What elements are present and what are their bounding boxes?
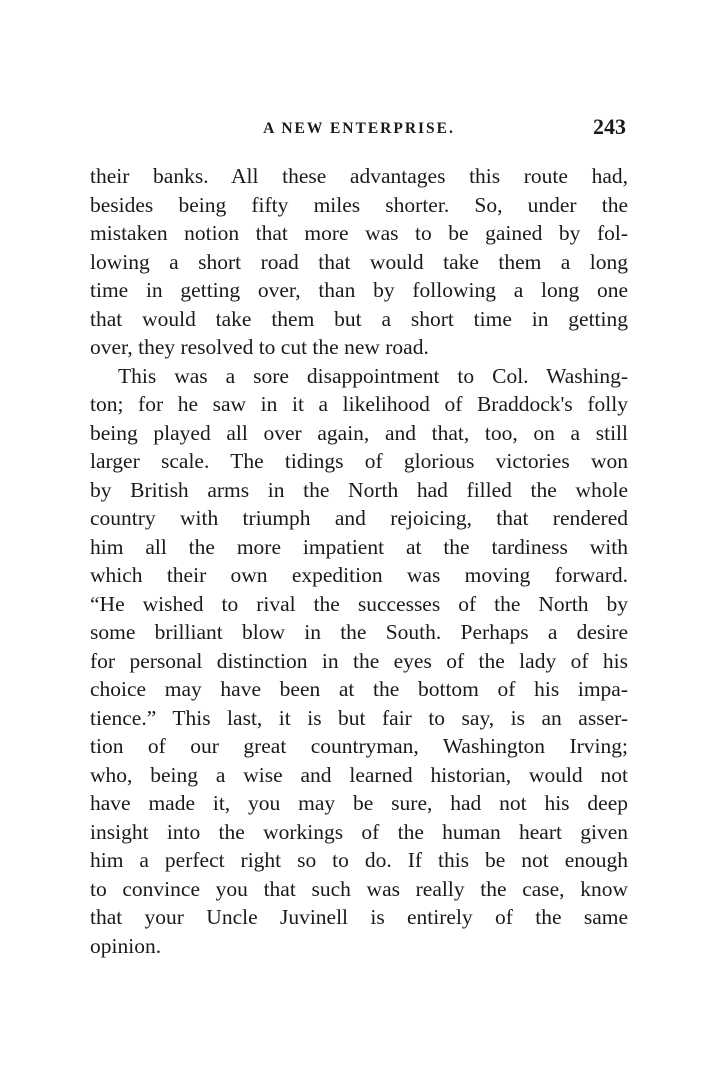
text-line: some brilliant blow in the South. Perhaps a desire — [90, 620, 628, 644]
text-line: their banks. All these advantages this route had, — [90, 164, 628, 188]
text-line: that your Uncle Juvinell is entirely of the same — [90, 905, 628, 929]
text-line: This was a sore disappointment to Col. Washing- — [118, 363, 628, 388]
text-line: opinion. — [90, 933, 162, 958]
text-line: time in getting over, than by following a long one — [90, 278, 628, 302]
text-line: country with triumph and rejoicing, that rendered — [90, 506, 628, 530]
text-line: ton; for he saw in it a likelihood of Braddock's folly — [90, 392, 628, 416]
text-line: have made it, you may be sure, had not his deep — [90, 791, 628, 815]
page-number: 243 — [593, 114, 626, 139]
text-line: lowing a short road that would take them a long — [90, 249, 628, 274]
text-line: for personal distinction in the eyes of the lady of his — [90, 648, 628, 673]
text-line: him all the more impatient at the tardiness with — [90, 534, 628, 559]
text-line: that would take them but a short time in getting — [90, 306, 628, 331]
text-line: him a perfect right so to do. If this be not enough — [90, 848, 628, 872]
text-line: being played all over again, and that, too, on a still — [90, 420, 628, 445]
text-line: insight into the workings of the human heart given — [90, 819, 628, 844]
text-line: larger scale. The tidings of glorious victories won — [90, 449, 628, 473]
text-line: tion of our great countryman, Washington Irving; — [90, 734, 628, 758]
text-line: tience.” This last, it is but fair to say, is an asser- — [90, 705, 628, 730]
text-line: over, they resolved to cut the new road. — [90, 335, 429, 359]
text-line: besides being fifty miles shorter. So, under the — [90, 192, 628, 217]
text-line: which their own expedition was moving forward. — [90, 563, 628, 587]
body-text — [90, 162, 628, 960]
text-line: choice may have been at the bottom of his impa- — [90, 677, 628, 701]
running-title: A NEW ENTERPRISE. — [263, 120, 455, 137]
text-line: mistaken notion that more was to be gained by fol- — [90, 221, 628, 245]
text-line: “He wished to rival the successes of the North by — [90, 591, 628, 616]
running-head — [90, 116, 628, 146]
text-line: who, being a wise and learned historian, would not — [90, 762, 628, 787]
text-line: by British arms in the North had filled the whole — [90, 477, 628, 502]
text-line: to convince you that such was really the case, know — [90, 876, 628, 901]
